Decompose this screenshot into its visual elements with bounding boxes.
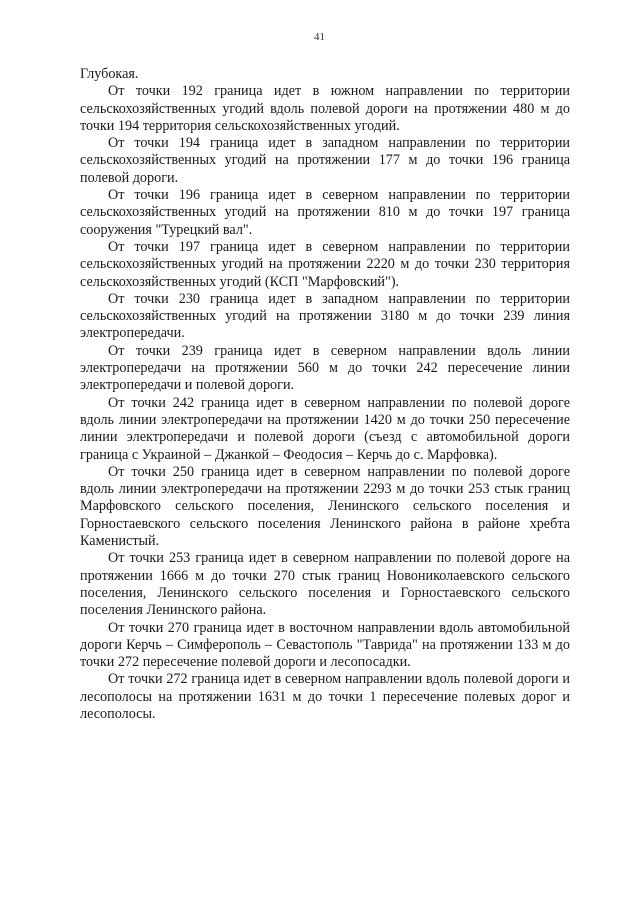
paragraph: От точки 272 граница идет в северном направлении вдоль полевой дороги и лесополосы на протяжении 1631 м до точки 1 пересечение полевых дорог и лесополосы.	[80, 671, 570, 722]
paragraph: От точки 192 граница идет в южном направлении по территории сельскохозяйственных угодий вдоль полевой дороги на протяжении 480 м до точки 194 территория сельскохозяйственных угодий.	[80, 83, 570, 134]
paragraph: От точки 253 граница идет в северном направлении по полевой дороге на протяжении 1666 м до точки 270 стык границ Новониколаевского сельского поселения, Ленинского сельского поселения и Горностаевского сельского поселения Ленинского района.	[80, 550, 570, 619]
paragraph: От точки 242 граница идет в северном направлении по полевой дороге вдоль линии электропередачи на протяжении 1420 м до точки 250 пересечение линии электропередачи и полевой дороги (съезд с автомобильной дороги граница с Украиной – Джанкой – Феодосия – Керчь до с. Марфовка).	[80, 394, 570, 463]
paragraph: От точки 194 граница идет в западном направлении по территории сельскохозяйственных угодий на протяжении 177 м до точки 196 граница полевой дороги.	[80, 135, 570, 186]
paragraph: От точки 230 граница идет в западном направлении по территории сельскохозяйственных угодий на протяжении 3180 м до точки 239 линия электропередачи.	[80, 290, 570, 342]
document-body	[80, 66, 570, 723]
paragraph: От точки 197 граница идет в северном направлении по территории сельскохозяйственных угодий на протяжении 2220 м до точки 230 территория сельскохозяйственных угодий (КСП "Марфовский").	[80, 238, 570, 290]
paragraph: Глубокая.	[80, 66, 139, 82]
paragraph: От точки 250 граница идет в северном направлении по полевой дороге вдоль линии электропередачи на протяжении 2293 м до точки 253 стык границ Марфовского сельского поселения, Ленинского сельского поселения и Горностаевского сельского поселения Ленинского района в районе хребта Каменистый.	[80, 463, 570, 550]
paragraph: От точки 239 граница идет в северном направлении вдоль линии электропередачи на протяжении 560 м до точки 242 пересечение линии электропередачи и полевой дороги.	[80, 342, 570, 394]
page-number: 41	[314, 31, 325, 43]
paragraph: От точки 270 граница идет в восточном направлении вдоль автомобильной дороги Керчь – Симферополь – Севастополь "Таврида" на протяжении 133 м до точки 272 пересечение полевой дороги и лесопосадки.	[80, 619, 570, 671]
paragraph: От точки 196 граница идет в северном направлении по территории сельскохозяйственных угодий на протяжении 810 м до точки 197 граница сооружения "Турецкий вал".	[80, 187, 570, 238]
